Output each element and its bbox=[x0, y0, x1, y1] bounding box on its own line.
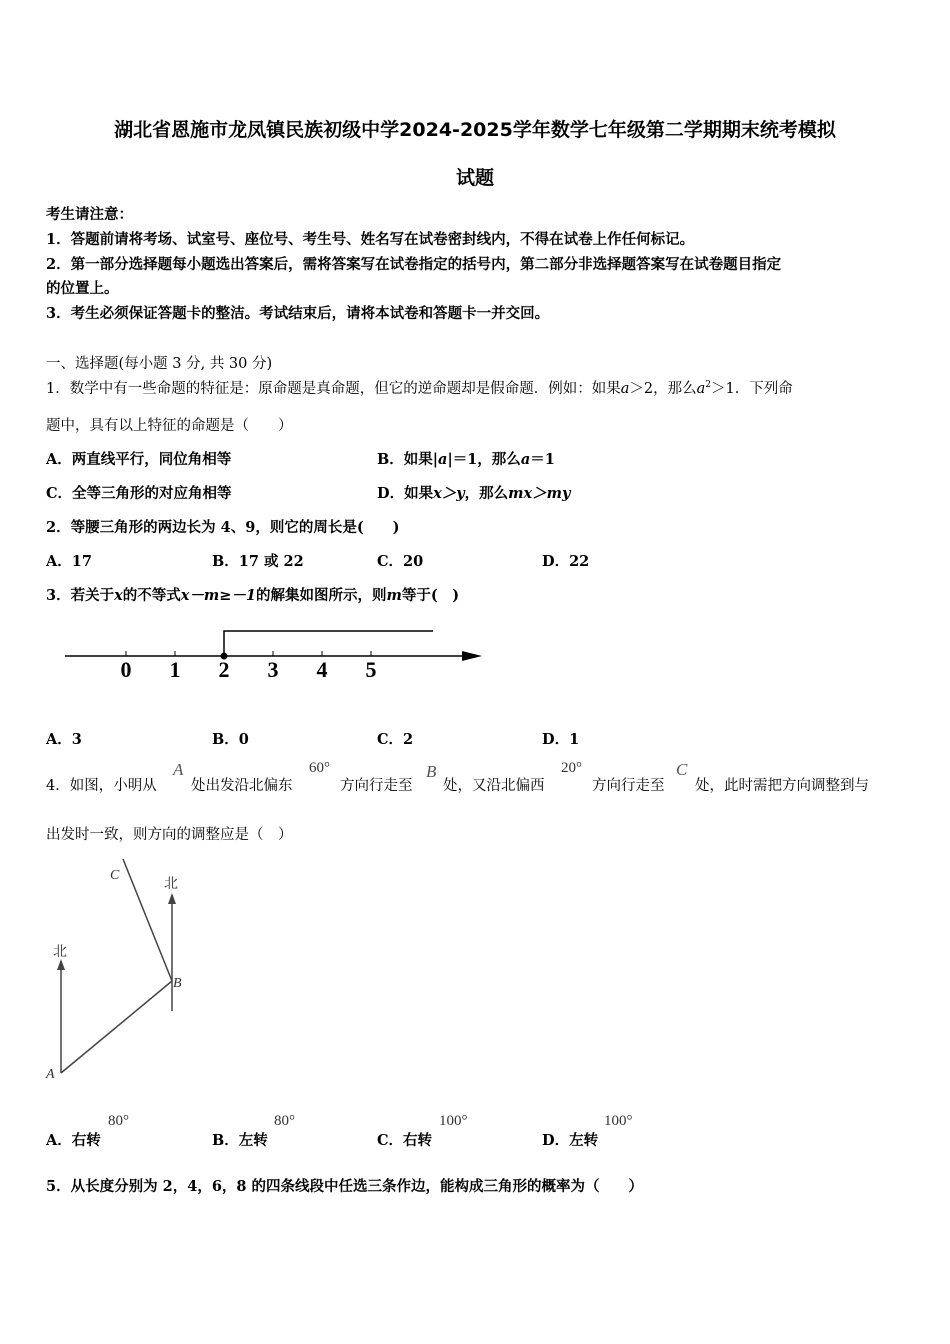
q1-var-a: a bbox=[620, 381, 630, 397]
notice-item-2-cont: 的位置上。 bbox=[46, 280, 119, 297]
fig-label-c: C bbox=[110, 868, 120, 883]
direction-figure bbox=[40, 855, 210, 1085]
q4-option-a-angle: 80° bbox=[108, 1113, 129, 1129]
section-heading: 一、选择题(每小题 3 分, 共 30 分) bbox=[46, 356, 273, 372]
q1-text-2: ＞2，那么 bbox=[629, 381, 697, 397]
q4-option-d: D．左转 bbox=[542, 1132, 599, 1149]
q3-text4: 等于( ) bbox=[401, 587, 460, 604]
q4-angle-60: 60° bbox=[309, 760, 330, 776]
q1-d-text: D．如果 bbox=[377, 485, 434, 502]
q1-option-b bbox=[377, 448, 555, 469]
q3-option-b: B．0 bbox=[212, 731, 249, 748]
q1-b-var: a bbox=[438, 451, 448, 468]
q4-text-3: 方向行走至 bbox=[340, 778, 413, 794]
north-label-b: 北 bbox=[164, 876, 178, 892]
tick-label-4: 4 bbox=[316, 657, 328, 682]
q4-option-c: C．右转 bbox=[377, 1132, 433, 1149]
q3-inequality: x－m≥－1 bbox=[180, 587, 256, 604]
tick-label-0: 0 bbox=[120, 657, 132, 682]
notice-heading: 考生请注意： bbox=[46, 206, 133, 223]
q1-text-1: 1．数学中有一些命题的特征是：原命题是真命题，但它的逆命题却是假命题．例如：如果 bbox=[46, 381, 621, 397]
q1-b-var2: a bbox=[520, 451, 531, 468]
q4-option-b-angle: 80° bbox=[274, 1113, 295, 1129]
q3-text: 3．若关于 bbox=[46, 587, 115, 604]
q3-option-a: A．3 bbox=[46, 731, 82, 748]
solution-set-bracket bbox=[224, 631, 433, 656]
q4-angle-20: 20° bbox=[561, 760, 582, 776]
notice-item-2: 2．第一部分选择题每小题选出答案后，需将答案写在试卷指定的括号内，第二部分非选择题答案写在试卷题目指定 bbox=[46, 256, 782, 273]
q1-option-d bbox=[377, 482, 570, 503]
north-arrow-icon-b bbox=[168, 893, 176, 904]
q4-option-a: A．右转 bbox=[46, 1132, 101, 1149]
tick-label-1: 1 bbox=[169, 657, 181, 682]
north-arrow-icon-a bbox=[57, 959, 65, 970]
q4-point-a: A bbox=[173, 760, 184, 779]
notice-item-1: 1．答题前请将考场、试室号、座位号、考生号、姓名写在试卷密封线内，不得在试卷上作任何标记。 bbox=[46, 231, 695, 248]
q1-text-3: ＞1．下列命 bbox=[711, 381, 793, 397]
tick-label-3: 3 bbox=[267, 657, 279, 682]
q3-option-d: D．1 bbox=[542, 731, 580, 748]
tick-label-5: 5 bbox=[365, 657, 377, 682]
north-label-a: 北 bbox=[53, 944, 67, 960]
q1-option-c: C．全等三角形的对应角相等 bbox=[46, 485, 232, 502]
fig-label-a: A bbox=[46, 1067, 55, 1082]
q4-stem-line2: 出发时一致，则方向的调整应是（ ） bbox=[46, 827, 293, 843]
q1-d-text2: ，那么 bbox=[464, 485, 509, 502]
q4-point-c: C bbox=[676, 760, 688, 779]
q1-var-a2: a bbox=[696, 381, 706, 397]
q1-stem bbox=[46, 377, 793, 398]
q2-option-b: B．17 或 22 bbox=[212, 553, 304, 570]
q4-text-1: 4．如图，小明从 bbox=[46, 778, 157, 794]
q2-stem: 2．等腰三角形的两边长为 4、9，则它的周长是( ) bbox=[46, 519, 400, 536]
page-title: 湖北省恩施市龙凤镇民族初级中学2024-2025学年数学七年级第二学期期末统考模拟 bbox=[114, 119, 836, 141]
q4-option-c-angle: 100° bbox=[439, 1113, 468, 1129]
q4-text-5: 方向行走至 bbox=[592, 778, 665, 794]
q3-stem bbox=[46, 584, 459, 605]
q4-point-b: B bbox=[426, 762, 437, 781]
number-line-arrow-icon bbox=[462, 651, 482, 661]
q2-option-c: C．20 bbox=[377, 553, 424, 570]
q4-option-d-angle: 100° bbox=[604, 1113, 633, 1129]
number-line-figure bbox=[60, 620, 490, 690]
tick-label-2: 2 bbox=[218, 657, 230, 682]
q1-option-a: A．两直线平行，同位角相等 bbox=[46, 451, 232, 468]
q5-stem: 5．从长度分别为 2，4，6，8 的四条线段中任选三条作边，能构成三角形的概率为（ ） bbox=[46, 1178, 644, 1195]
q4-text-6: 处，此时需把方向调整到与 bbox=[695, 778, 869, 794]
q3-text3: 的解集如图所示，则 bbox=[255, 587, 387, 604]
q1-d-var2: mx＞my bbox=[508, 485, 571, 502]
q4-text-2: 处出发沿北偏东 bbox=[191, 778, 293, 794]
q3-text2: 的不等式 bbox=[122, 587, 181, 604]
q3-option-c: C．2 bbox=[377, 731, 414, 748]
q1-b-end: ＝1 bbox=[530, 451, 555, 468]
q2-option-d: D．22 bbox=[542, 553, 590, 570]
fig-label-b: B bbox=[173, 976, 182, 991]
q1-b-text: B．如果| bbox=[377, 451, 439, 468]
path-ab bbox=[61, 981, 172, 1073]
q4-option-b: B．左转 bbox=[212, 1132, 268, 1149]
q4-text-4: 处，又沿北偏西 bbox=[443, 778, 545, 794]
q1-sup: 2 bbox=[705, 380, 712, 391]
page-title-line2: 试题 bbox=[455, 167, 494, 189]
q2-option-a: A．17 bbox=[46, 553, 92, 570]
notice-item-3: 3．考生必须保证答题卡的整洁。考试结束后，请将本试卷和答题卡一并交回。 bbox=[46, 305, 550, 322]
q3-var-m: m bbox=[386, 587, 402, 604]
q1-d-var: x＞y bbox=[433, 485, 465, 502]
q1-b-text2: |＝1，那么 bbox=[447, 451, 521, 468]
q3-var-x: x bbox=[114, 587, 123, 604]
q1-stem-line2: 题中，具有以上特征的命题是（ ） bbox=[46, 418, 293, 434]
